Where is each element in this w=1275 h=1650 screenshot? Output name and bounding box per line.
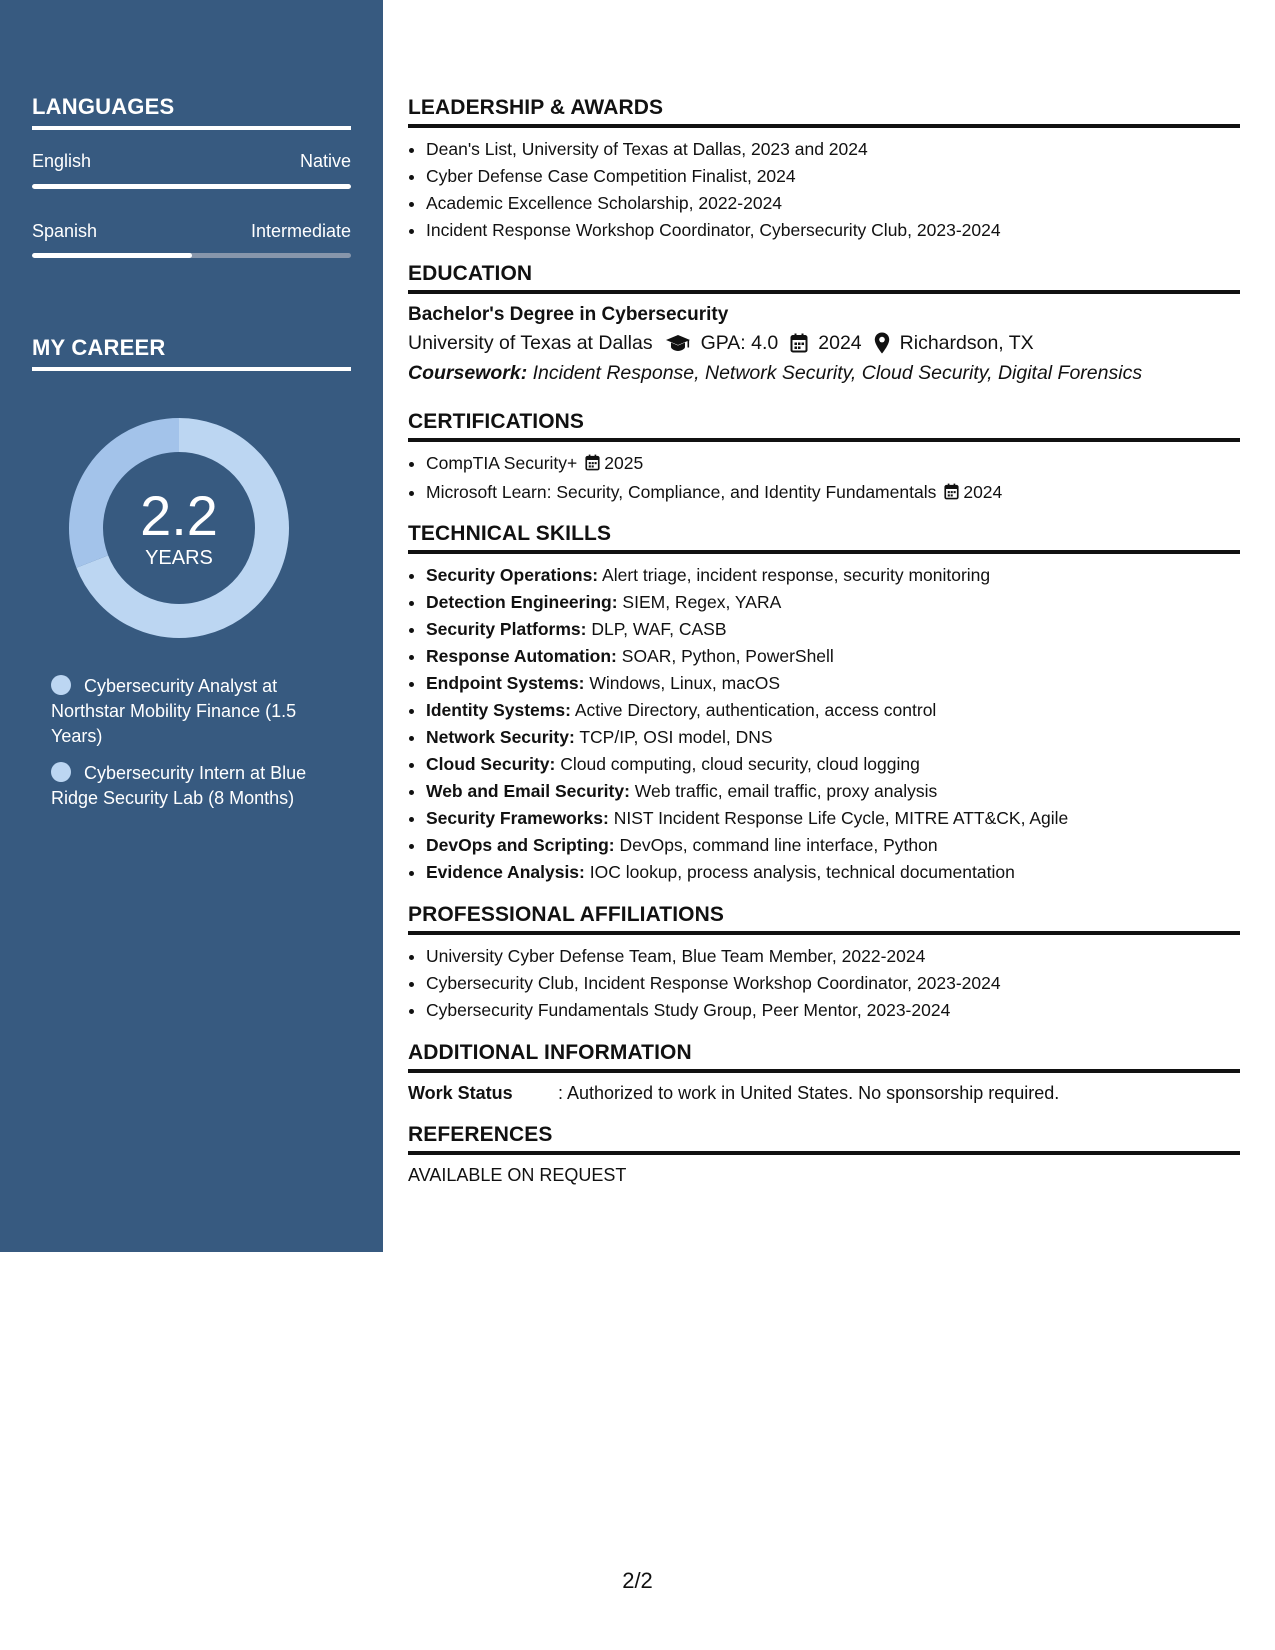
- language-name: English: [32, 151, 92, 171]
- career-total: [66, 415, 292, 641]
- coursework: [408, 358, 1240, 388]
- skill-item: [426, 616, 1240, 643]
- career-list: [51, 674, 341, 823]
- leadership-section: [408, 96, 1240, 244]
- gpa: GPA: 4.0: [700, 332, 779, 354]
- skill-value: NIST Incident Response Life Cycle, MITRE ATT&CK, Agile: [613, 808, 1069, 828]
- skill-label: Response Automation:: [426, 646, 617, 666]
- language-level: Native: [299, 151, 351, 171]
- skill-value: TCP/IP, OSI model, DNS: [579, 727, 773, 747]
- section-title: EDUCATION: [408, 262, 1240, 294]
- certification-name: CompTIA Security+: [426, 453, 578, 473]
- skill-label: Detection Engineering:: [426, 592, 618, 612]
- graduation-cap-icon: [665, 334, 691, 352]
- language-name: Spanish: [32, 221, 98, 241]
- skill-value: Active Directory, authentication, access control: [574, 700, 937, 720]
- skill-value: Cloud computing, cloud security, cloud logging: [560, 754, 920, 774]
- section-title: ADDITIONAL INFORMATION: [408, 1041, 1240, 1073]
- list-item: • Cybersecurity Fundamentals Study Group, Peer Mentor, 2023-2024: [426, 997, 1240, 1024]
- list-item: • Cybersecurity Club, Incident Response Workshop Coordinator, 2023-2024: [426, 970, 1240, 997]
- skill-value: Windows, Linux, macOS: [589, 673, 780, 693]
- certification-name: Microsoft Learn: Security, Compliance, and Identity Fundamentals: [426, 482, 937, 502]
- skills-list: [408, 562, 1240, 886]
- career-years-number: 2.2: [140, 483, 218, 547]
- coursework-list: Incident Response, Network Security, Cloud Security, Digital Forensics: [532, 362, 1143, 384]
- work-status-row: [408, 1081, 1240, 1105]
- skill-item: [426, 670, 1240, 697]
- career-item: [51, 761, 341, 811]
- skill-label: Evidence Analysis:: [426, 862, 585, 882]
- language-row-spanish: [32, 221, 351, 242]
- skill-item: [426, 724, 1240, 751]
- skill-value: SIEM, Regex, YARA: [622, 592, 782, 612]
- degree-title: Bachelor's Degree in Cybersecurity: [408, 304, 729, 325]
- section-title: REFERENCES: [408, 1123, 1240, 1155]
- skill-label: Security Operations:: [426, 565, 599, 585]
- work-status-label: Work Status: [408, 1083, 513, 1103]
- career-years-unit: YEARS: [145, 546, 213, 569]
- skill-label: Security Frameworks:: [426, 808, 609, 828]
- career-item-label: Cybersecurity Intern at Blue Ridge Security Lab (8 Months): [51, 763, 307, 808]
- career-item-label: Cybersecurity Analyst at Northstar Mobility Finance (1.5 Years): [51, 676, 297, 746]
- language-bar-english: [32, 184, 351, 189]
- skill-item: [426, 832, 1240, 859]
- list-item: • University Cyber Defense Team, Blue Team Member, 2022-2024: [426, 943, 1240, 970]
- location-pin-icon: [874, 332, 890, 354]
- certification-year: 2025: [604, 453, 644, 473]
- additional-info-section: [408, 1041, 1240, 1105]
- skill-label: Web and Email Security:: [426, 781, 630, 801]
- skill-value: DevOps, command line interface, Python: [619, 835, 938, 855]
- calendar-icon: [585, 452, 600, 479]
- language-bar-fill: [32, 184, 351, 189]
- certifications-list: [408, 450, 1240, 508]
- certification-year: 2024: [963, 482, 1003, 502]
- skills-section: [408, 522, 1240, 886]
- section-title: PROFESSIONAL AFFILIATIONS: [408, 903, 1240, 935]
- skill-value: Alert triage, incident response, security monitoring: [602, 565, 991, 585]
- skill-item: [426, 697, 1240, 724]
- career-dot-icon: [51, 762, 71, 782]
- skill-label: Endpoint Systems:: [426, 673, 585, 693]
- school-location: Richardson, TX: [899, 332, 1034, 354]
- skill-item: [426, 643, 1240, 670]
- education-section: [408, 262, 1240, 388]
- skill-label: DevOps and Scripting:: [426, 835, 615, 855]
- language-bar-spanish: [32, 253, 351, 258]
- references-section: [408, 1123, 1240, 1186]
- list-item: • Cyber Defense Case Competition Finalist, 2024: [426, 163, 1240, 190]
- page-number: 2/2: [622, 1568, 653, 1593]
- graduation-year: 2024: [818, 332, 862, 354]
- skill-item: [426, 859, 1240, 886]
- list-item: • Incident Response Workshop Coordinator, Cybersecurity Club, 2023-2024: [426, 217, 1240, 244]
- list-item: • Academic Excellence Scholarship, 2022-2024: [426, 190, 1240, 217]
- calendar-icon: [790, 333, 808, 353]
- calendar-icon: [944, 481, 959, 508]
- skill-item: [426, 805, 1240, 832]
- skill-item: [426, 562, 1240, 589]
- sidebar: [0, 0, 383, 1252]
- skill-value: DLP, WAF, CASB: [591, 619, 727, 639]
- language-bar-fill: [32, 253, 192, 258]
- skill-label: Network Security:: [426, 727, 575, 747]
- languages-heading: LANGUAGES: [32, 94, 351, 130]
- certification-item: [426, 450, 1240, 479]
- certifications-section: [408, 410, 1240, 508]
- skill-item: [426, 751, 1240, 778]
- affiliations-section: [408, 903, 1240, 1024]
- career-item: [51, 674, 341, 749]
- list-item: • Dean's List, University of Texas at Dallas, 2023 and 2024: [426, 136, 1240, 163]
- language-level: Intermediate: [250, 221, 351, 241]
- leadership-list: [408, 136, 1240, 244]
- skill-item: [426, 778, 1240, 805]
- skill-value: Web traffic, email traffic, proxy analysis: [634, 781, 938, 801]
- skill-label: Security Platforms:: [426, 619, 587, 639]
- section-title: TECHNICAL SKILLS: [408, 522, 1240, 554]
- career-heading: MY CAREER: [32, 335, 351, 371]
- education-details: [408, 328, 1240, 358]
- section-title: CERTIFICATIONS: [408, 410, 1240, 442]
- coursework-label: Coursework:: [408, 362, 528, 384]
- section-title: LEADERSHIP & AWARDS: [408, 96, 1240, 128]
- skill-label: Cloud Security:: [426, 754, 556, 774]
- affiliations-list: [408, 943, 1240, 1024]
- career-dot-icon: [51, 675, 71, 695]
- school-name: University of Texas at Dallas: [408, 332, 653, 354]
- work-status-value: : Authorized to work in United States. No sponsorship required.: [558, 1083, 1060, 1103]
- certification-item: [426, 479, 1240, 508]
- language-row-english: [32, 151, 351, 172]
- skill-value: SOAR, Python, PowerShell: [621, 646, 834, 666]
- references-text: AVAILABLE ON REQUEST: [408, 1165, 627, 1185]
- skill-item: [426, 589, 1240, 616]
- skill-label: Identity Systems:: [426, 700, 571, 720]
- skill-value: IOC lookup, process analysis, technical documentation: [589, 862, 1015, 882]
